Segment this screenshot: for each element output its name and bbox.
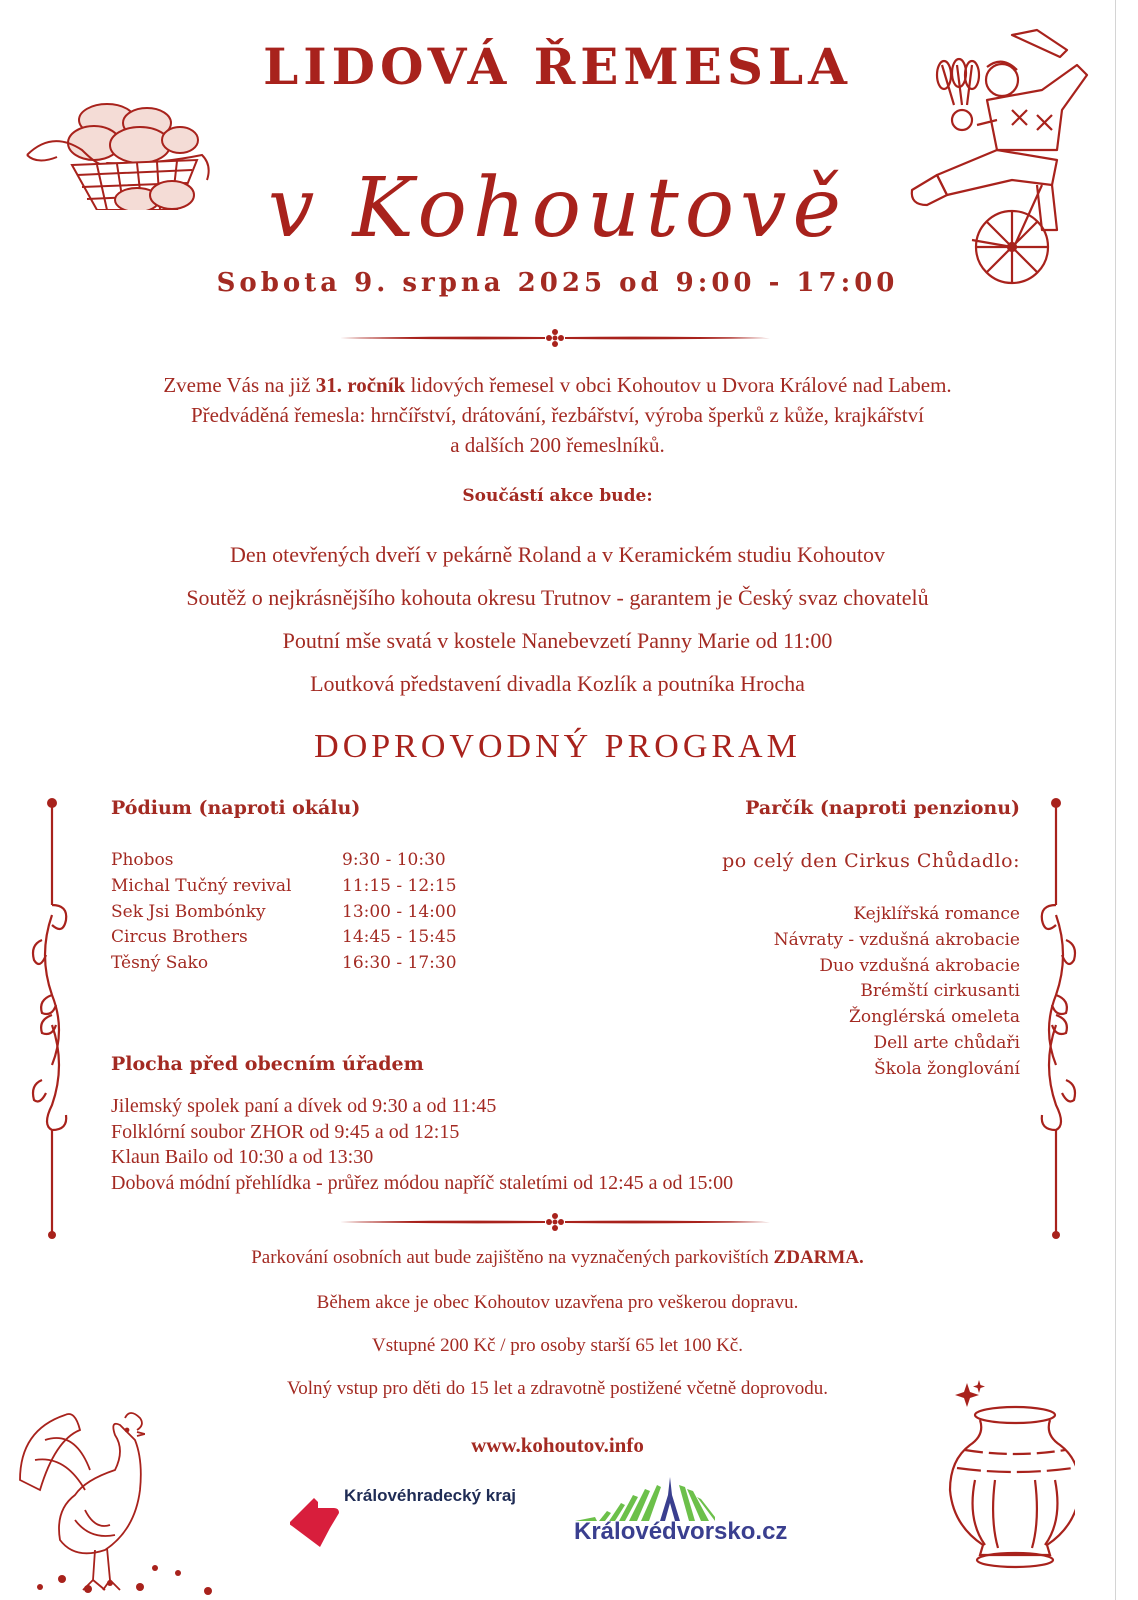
circus-item: Návraty - vzdušná akrobacie (773, 929, 1020, 950)
circus-item: Žonglérská omeleta (849, 1007, 1020, 1028)
stage-row: Sek Jsi Bombónky 13:00 - 14:00 (111, 901, 457, 922)
event-parts-list (0, 540, 1115, 712)
decorative-dots (30, 1565, 230, 1600)
ornamental-divider (335, 1212, 775, 1232)
scroll-ornament-right (1032, 795, 1082, 1240)
admission-info: Vstupné 200 Kč / pro osoby starší 65 let 100 Kč. (372, 1335, 743, 1356)
stage-row: Circus Brothers 14:45 - 15:45 (111, 927, 457, 948)
square-item: Dobová módní přehlídka - průřez módou napříč staletími od 12:45 a od 15:00 (111, 1171, 734, 1194)
square-item: Folklórní soubor ZHOR od 9:45 a od 12:15 (111, 1120, 460, 1143)
circus-item: Duo vzdušná akrobacie (819, 955, 1020, 976)
website-link[interactable]: www.kohoutov.info (471, 1433, 644, 1457)
page-title: LIDOVÁ ŘEMESLA (263, 37, 852, 96)
local-logo-text: Královédvorsko.cz (574, 1518, 788, 1545)
vase-illustration (945, 1380, 1075, 1580)
region-logo-text: Královéhradecký kraj (344, 1486, 516, 1505)
event-part-item: Soutěž o nejkrásnějšího kohouta okresu Trutnov - garantem je Český svaz chovatelů (186, 585, 929, 610)
script-subtitle: v Kohoutově (268, 161, 847, 256)
local-logo-icon (575, 1477, 715, 1523)
stage-heading: Pódium (naproti okálu) (111, 797, 361, 819)
circus-list (774, 902, 1020, 1083)
intro-line-2: Předváděná řemesla: hrnčířství, drátování, řezbářství, výroba šperků z kůže, krajkářství (191, 403, 924, 427)
circus-item: Škola žonglování (874, 1058, 1020, 1079)
circus-item: Kejklířská romance (853, 904, 1020, 924)
intro-text (0, 370, 1115, 460)
parking-info: Parkování osobních aut bude zajištěno na vyznačených parkovištích ZDARMA. (251, 1247, 864, 1268)
scroll-ornament-left (28, 795, 78, 1240)
program-title: DOPROVODNÝ PROGRAM (314, 728, 801, 765)
traffic-info: Během akce je obec Kohoutov uzavřena pro veškerou dopravu. (316, 1292, 799, 1313)
square-schedule (111, 1094, 733, 1196)
intro-line-1: Zveme Vás na již 31. ročník lidových řemesel v obci Kohoutov u Dvora Králové nad Labem. (163, 373, 952, 397)
square-item: Jilemský spolek paní a dívek od 9:30 a od 11:45 (111, 1095, 497, 1117)
stage-row: Těsný Sako 16:30 - 17:30 (111, 953, 457, 974)
circus-item: Brémští cirkusanti (860, 981, 1020, 1002)
ornamental-divider (335, 328, 775, 348)
intro-line-3: a dalších 200 řemeslníků. (450, 433, 665, 457)
square-heading: Plocha před obecním úřadem (111, 1053, 424, 1075)
region-logo-icon (290, 1498, 350, 1548)
stage-row: Michal Tučný revival 11:15 - 12:15 (111, 875, 457, 896)
event-part-item: Poutní mše svatá v kostele Nanebevzetí Panny Marie od 11:00 (282, 628, 833, 653)
page-edge (1115, 0, 1116, 1600)
circus-item: Dell arte chůdaři (873, 1032, 1020, 1053)
free-entry-info: Volný vstup pro děti do 15 let a zdravotně postižené včetně doprovodu. (286, 1378, 829, 1399)
stage-schedule (111, 848, 457, 977)
square-item: Klaun Bailo od 10:30 a od 13:30 (111, 1146, 374, 1168)
park-heading: Parčík (naproti penzionu) (745, 797, 1020, 819)
event-part-item: Loutková představení divadla Kozlík a poutníka Hrocha (310, 671, 805, 696)
event-date: Sobota 9. srpna 2025 od 9:00 - 17:00 (216, 268, 899, 298)
event-parts-heading: Součástí akce bude: (462, 486, 653, 506)
circus-heading: po celý den Cirkus Chůdadlo: (722, 850, 1020, 872)
stage-row: Phobos 9:30 - 10:30 (111, 850, 446, 870)
event-part-item: Den otevřených dveří v pekárně Roland a v Keramickém studiu Kohoutov (230, 542, 885, 567)
